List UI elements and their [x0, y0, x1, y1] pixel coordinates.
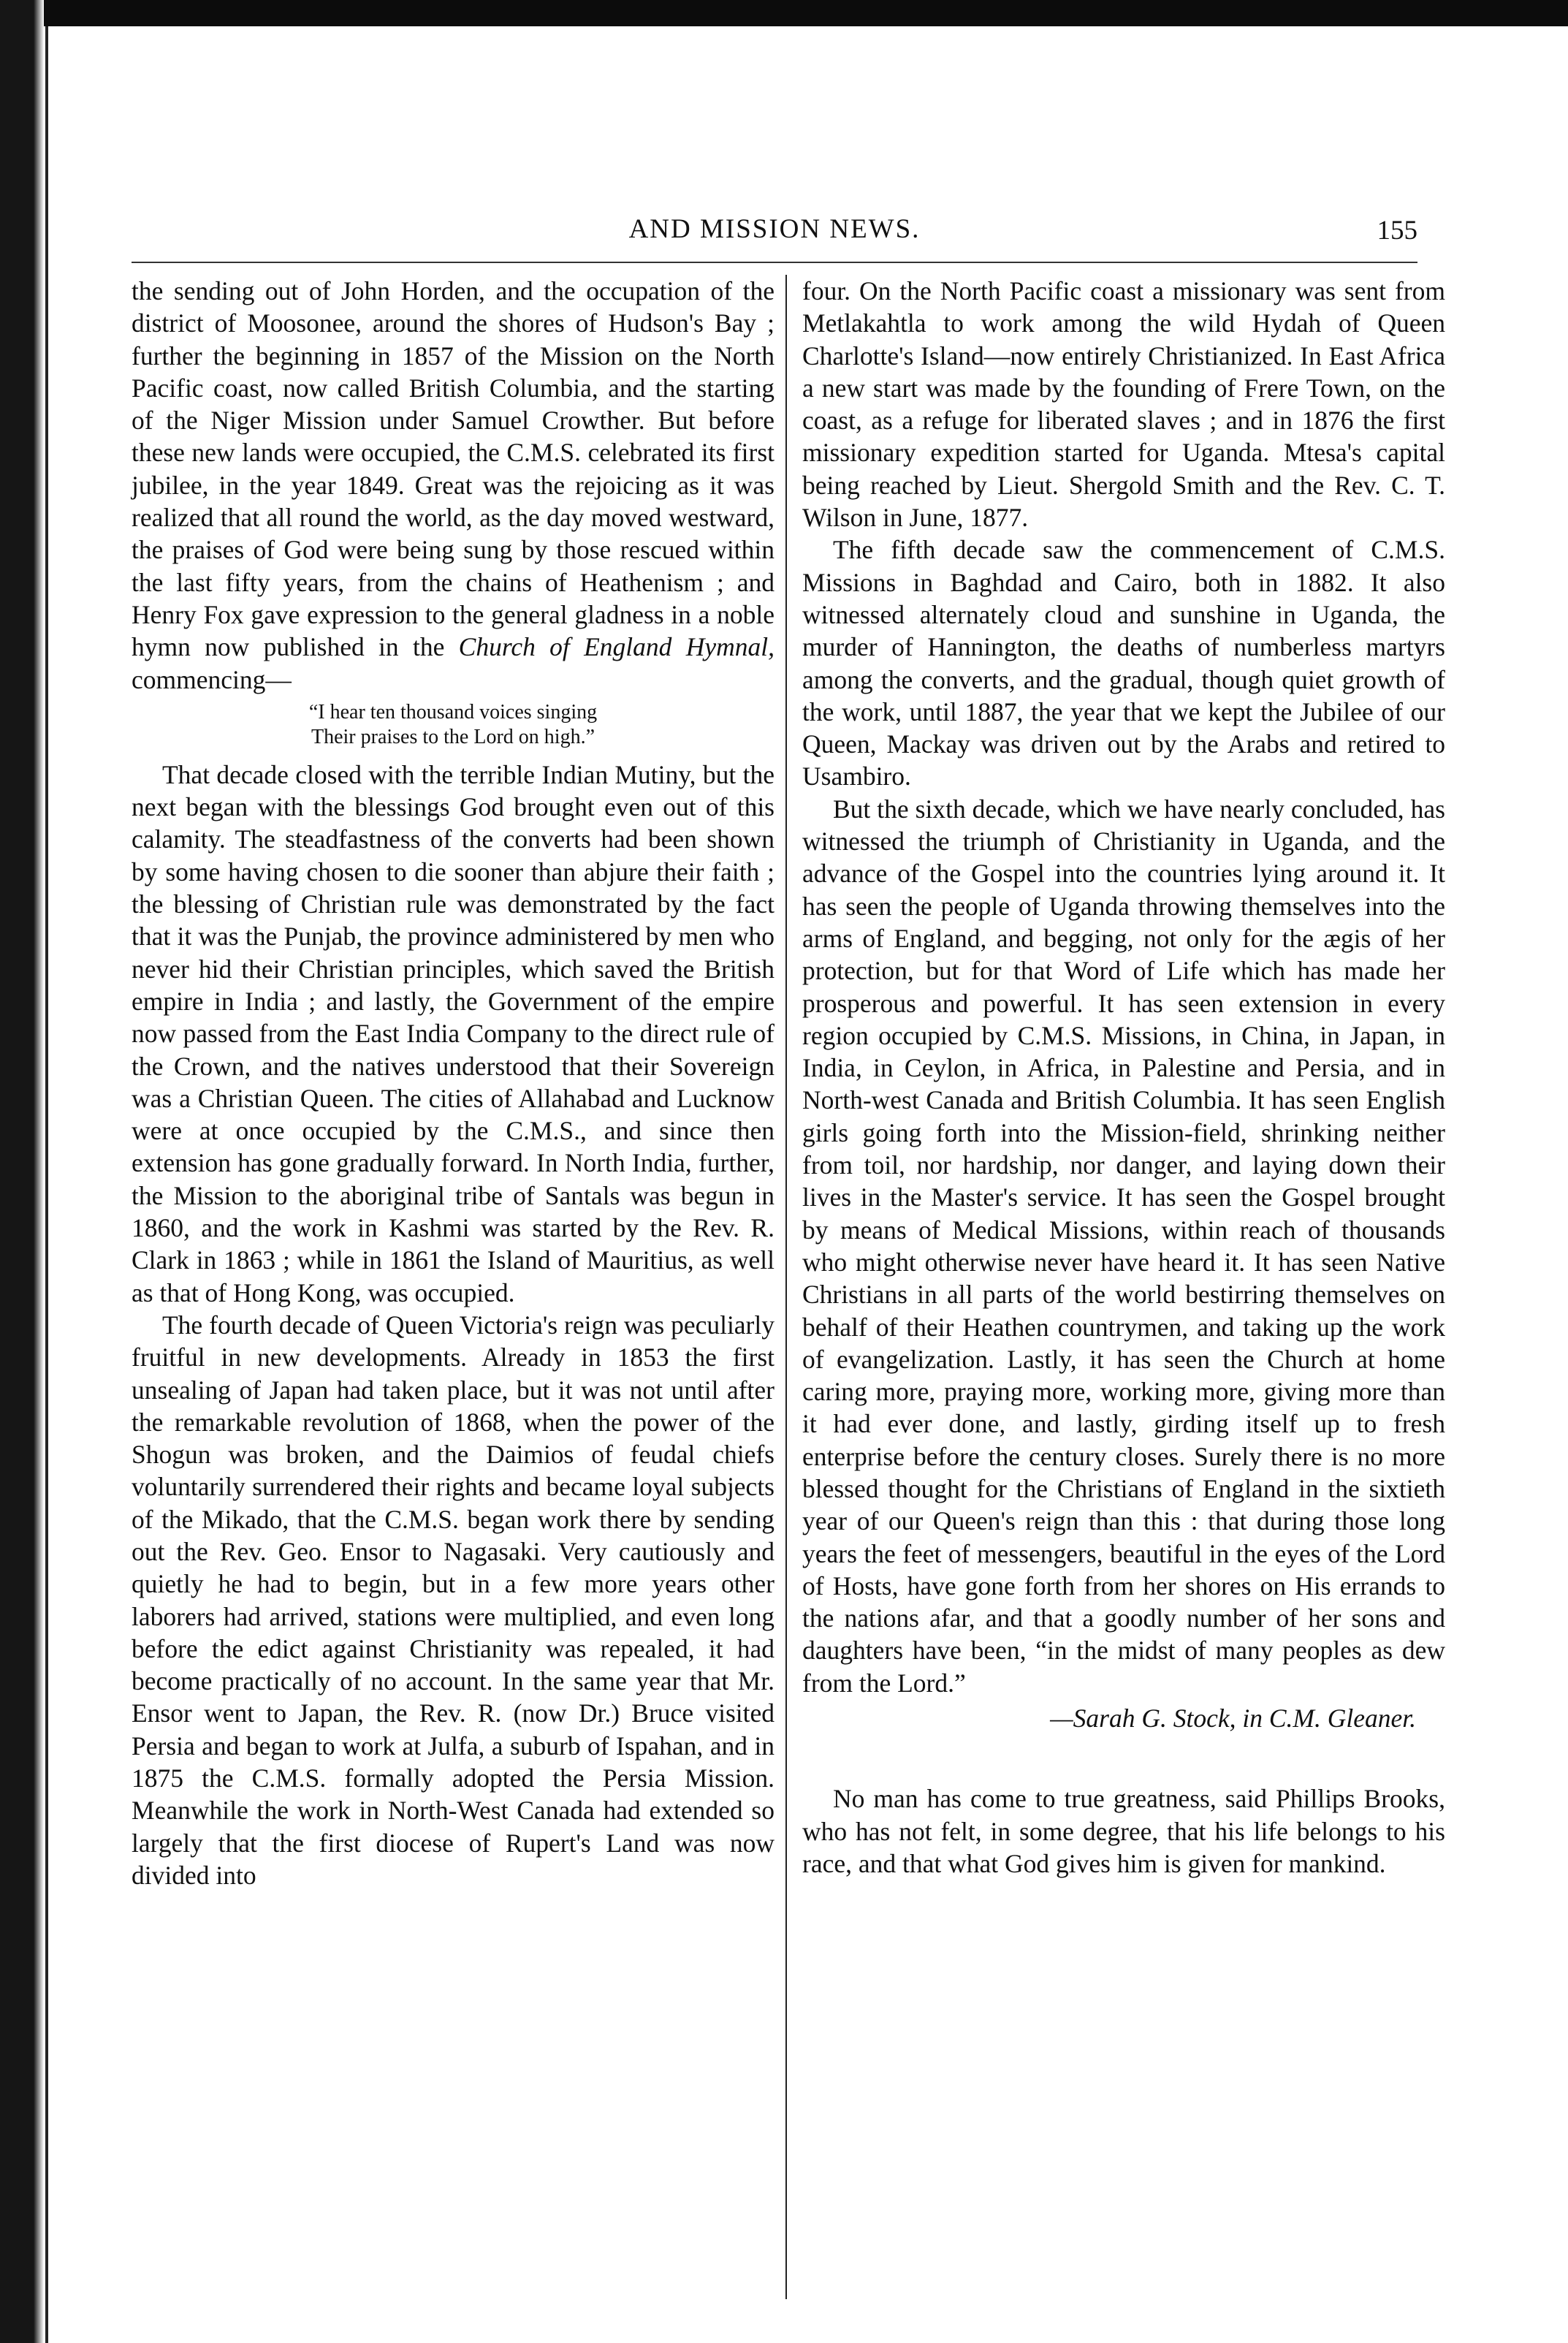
hymnal-title: Church of England Hymnal, — [458, 632, 775, 662]
paragraph-fifth-decade: The fifth decade saw the commencement of C.M.S. Missions in Baghdad and Cairo, both in 1882. It also witnessed alternately cloud and sunshine in Uganda, the murder of Hannington, the deaths of numberless martyrs among the converts, and the gradual, though quiet growth of the work, until 1887, the year that we kept the Jubilee of our Queen, Mackay was driven out by the Arabs and retired to Usambiro. — [802, 535, 1445, 791]
paragraph-text: commencing— — [132, 664, 292, 694]
scan-binding-line — [45, 26, 48, 2343]
paragraph-text: the sending out of John Horden, and the occupation of the district of Moosonee, around the shores of Hudson's Bay ; further the beginning in 1857 of the Mission on the North Pacific coast, now called British Columbia, and the starting of the Niger Mission under Samuel Crowther. But before these new lands were occupied, the C.M.S. celebrated its first jubilee, in the year 1849. Great was the rejoicing as it was realized that all round the world, as the day moved westward, the praises of God were being sung by those rescued within the last fifty years, from the chains of Heathenism ; and Henry Fox gave expression to the general gladness in a noble hymn now published in the — [132, 276, 775, 662]
hymn-line: “I hear ten thousand voices singing — [308, 700, 598, 724]
author-signature: —Sarah G. Stock, in C.M. Gleaner. — [1050, 1704, 1416, 1733]
scan-top-border — [0, 0, 1568, 26]
column-divider — [785, 275, 787, 2299]
left-column — [132, 275, 775, 1891]
right-column — [802, 275, 1445, 1880]
paragraph-mutiny: That decade closed with the terrible Indian Mutiny, but the next began with the blessings God brought even out of this calamity. The steadfastness of the converts had been shown by some having chosen to die sooner than abjure their faith ; the blessing of Christian rule was demonstrated by the fact that it was the Punjab, the province administered by men who never hid their Christian principles, which saved the British empire in India ; and lastly, the Government of the empire now passed from the East India Company to the direct rule of the Crown, and the natives understood that their Sovereign was a Christian Queen. The cities of Allahabad and Lucknow were at once occupied by the C.M.S., and since then extension has gone gradually forward. In North India, further, the Mission to the aboriginal tribe of Santals was begun in 1860, and the work in Kashmi was started by the Rev. R. Clark in 1863 ; while in 1861 the Island of Mauritius, as well as that of Hong Kong, was occupied. — [132, 759, 775, 1307]
running-title: AND MISSION NEWS. — [628, 214, 921, 244]
header-rule — [132, 262, 1417, 263]
paragraph-sixth-decade: But the sixth decade, which we have nearly concluded, has witnessed the triumph of Christianity in Uganda, and the advance of the Gospel into the countries lying around it. It has seen the people of Uganda throwing themselves into the arms of England, and begging, not only for the ægis of her protection, but for that Word of Life which has made her prosperous and powerful. It has seen extension in every region occupied by C.M.S. Missions, in China, in Japan, in India, in Ceylon, in Africa, in Palestine and Persia, and in North-west Canada and British Columbia. It has seen English girls going forth into the Mission-field, shrinking neither from toil, nor hardship, nor danger, and laying down their lives in the Master's service. It has seen the Gospel brought by means of Medical Missions, within reach of thousands who might otherwise never have heard it. It has seen Native Christians in all parts of the world bestirring themselves on behalf of their Heathen countrymen, and taking up the work of evangelization. Lastly, it has seen the Church at home caring more, praying more, working more, giving more than it had ever done, and lastly, girding itself up to fresh enterprise before the century closes. Surely there is no more blessed thought for the Christians of England in the sixtieth year of our Queen's reign than this : that during those long years the feet of messengers, beautiful in the eyes of the Lord of Hosts, have gone forth from her shores on His errands to the nations afar, and that a goodly number of her sons and daughters have been, “in the midst of many peoples as dew from the Lord.” — [802, 794, 1445, 1698]
hymn-quote — [132, 700, 775, 750]
paragraph-jubilee — [132, 275, 775, 696]
section-gap — [802, 1734, 1445, 1782]
paragraph-north-pacific: four. On the North Pacific coast a missionary was sent from Metlakahtla to work among the wild Hydah of Queen Charlotte's Island—now entirely Christianized. In East Africa a new start was made by the founding of Frere Town, on the coast, as a refuge for liberated slaves ; and in 1876 the first missionary expedition started for Uganda. Mtesa's capital being reached by Lieut. Shergold Smith and the Rev. C. T. Wilson in June, 1877. — [802, 276, 1445, 533]
page-number: 155 — [1377, 216, 1417, 246]
paragraph-phillips-brooks: No man has come to true greatness, said Phillips Brooks, who has not felt, in some degree, that his life belongs to his race, and that what God gives him is given for mankind. — [802, 1784, 1445, 1878]
paragraph-fourth-decade: The fourth decade of Queen Victoria's reign was peculiarly fruitful in new developments. Already in 1853 the first unsealing of Japan had taken place, but it was not until after the remarkable revolution of 1868, when the power of the Shogun was broken, and the Daimios of feudal chiefs voluntarily surrendered their rights and became loyal subjects of the Mikado, that the C.M.S. began work there by sending out the Rev. Geo. Ensor to Nagasaki. Very cautiously and quietly he had to begin, but in a few more years other laborers had arrived, stations were multiplied, and even long before the edict against Christianity was repealed, it had become practically of no account. In the same year that Mr. Ensor went to Japan, the Rev. R. (now Dr.) Bruce visited Persia and began to work at Julfa, a suburb of Ispahan, and in 1875 the C.M.S. formally adopted the Persia Mission. Meanwhile the work in North-West Canada had extended so largely that the first diocese of Rupert's Land was now divided into — [132, 1310, 775, 1890]
page-header — [132, 213, 1417, 254]
hymn-line: Their praises to the Lord on high.” — [311, 725, 595, 748]
scan-left-border — [0, 0, 44, 2343]
